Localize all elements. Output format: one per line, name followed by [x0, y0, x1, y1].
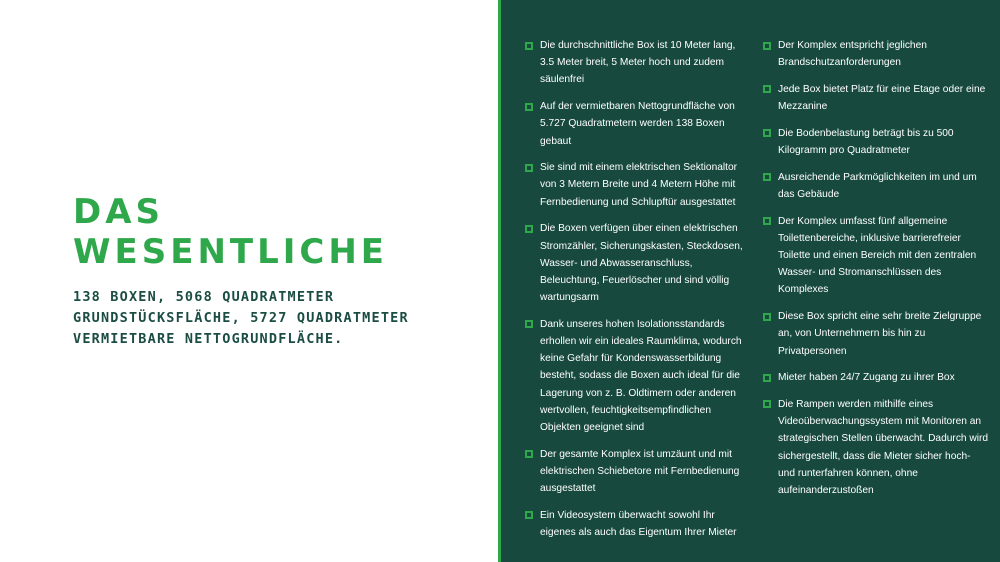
- feature-item-text: Mieter haben 24/7 Zugang zu ihrer Box: [778, 372, 955, 384]
- feature-item-text: Der gesamte Komplex ist umzäunt und mit elektrischen Schiebetore mit Fernbedienung ausgestattet: [540, 448, 740, 495]
- square-bullet-icon: [763, 42, 771, 50]
- feature-item: [763, 369, 989, 386]
- feature-item: [763, 213, 989, 299]
- page-title-line-1: DAS: [73, 192, 165, 232]
- feature-item-text: Sie sind mit einem elektrischen Sektionaltor von 3 Metern Breite und 4 Metern Höhe mit Fernbedienung und Schlupftür ausgestattet: [540, 162, 738, 208]
- feature-item: [525, 98, 751, 150]
- feature-item: [763, 308, 989, 360]
- page-subtitle: 138 BOXEN, 5068 QUADRATMETER GRUNDSTÜCKSFLÄCHE, 5727 QUADRATMETER VERMIETBARE NETTOGRUNDFLÄCHE.: [73, 289, 409, 347]
- feature-item-text: Der Komplex entspricht jeglichen Brandschutzanforderungen: [778, 40, 927, 69]
- feature-item-text: Auf der vermietbaren Nettogrundfläche von 5.727 Quadratmetern werden 138 Boxen gebaut: [540, 101, 735, 147]
- square-bullet-icon: [763, 129, 771, 137]
- square-bullet-icon: [763, 217, 771, 225]
- square-bullet-icon: [525, 320, 533, 328]
- square-bullet-icon: [763, 313, 771, 321]
- square-bullet-icon: [525, 103, 533, 111]
- left-panel: [0, 0, 498, 562]
- feature-item-text: Die durchschnittliche Box ist 10 Meter lang, 3.5 Meter breit, 5 Meter hoch und zudem säulenfrei: [540, 40, 736, 86]
- feature-item-text: Die Boxen verfügen über einen elektrischen Stromzähler, Sicherungskasten, Steckdosen, Wasser- und Abwasseranschluss, Beleuchtung, Feuerlöscher und sind völlig wartungsarm: [540, 223, 743, 304]
- feature-item: [763, 81, 989, 115]
- square-bullet-icon: [525, 164, 533, 172]
- square-bullet-icon: [525, 225, 533, 233]
- square-bullet-icon: [763, 374, 771, 382]
- feature-item: [525, 37, 751, 89]
- square-bullet-icon: [763, 85, 771, 93]
- square-bullet-icon: [525, 450, 533, 458]
- page-title: [73, 192, 388, 272]
- feature-item: [763, 125, 989, 159]
- feature-item: [525, 446, 751, 498]
- features-panel: [501, 0, 1000, 562]
- feature-item: [525, 220, 751, 306]
- feature-item-text: Die Bodenbelastung beträgt bis zu 500 Kilogramm pro Quadratmeter: [778, 127, 954, 157]
- square-bullet-icon: [525, 511, 533, 519]
- feature-item: [525, 316, 751, 436]
- feature-item: [525, 507, 751, 541]
- feature-item-text: Diese Box spricht eine sehr breite Zielgruppe an, von Unternehmern bis hin zu Privatpersonen: [778, 311, 982, 357]
- feature-item: [763, 37, 989, 71]
- square-bullet-icon: [525, 42, 533, 50]
- feature-item-text: Ein Videosystem überwacht sowohl Ihr eigenes als auch das Eigentum Ihrer Mieter: [540, 509, 737, 539]
- feature-item-text: Jede Box bietet Platz für eine Etage oder eine Mezzanine: [778, 83, 986, 113]
- feature-item-text: Dank unseres hohen Isolationsstandards erhollen wir ein ideales Raumklima, wodurch keine Gefahr für Kondenswasserbildung besteht, sodass die Boxen auch ideal für die Lagerung von z. B. Oldtimern oder anderen wertvollen, feuchtigkeitsempfindlichen Objekten geeignet sind: [540, 318, 742, 434]
- square-bullet-icon: [763, 400, 771, 408]
- feature-item: [525, 159, 751, 211]
- feature-list-left: [525, 37, 751, 551]
- feature-item-text: Ausreichende Parkmöglichkeiten im und um das Gebäude: [778, 171, 977, 200]
- feature-item: [763, 396, 989, 499]
- feature-list-right: [763, 37, 989, 509]
- feature-item-text: Die Rampen werden mithilfe eines Videoüberwachungssystem mit Monitoren an strategischen Stellen überwacht. Dadurch wird sichergestellt, dass die Mieter sicher hoch- und runterfahren können, ohne aufeinanderzustoßen: [778, 398, 989, 496]
- feature-item-text: Der Komplex umfasst fünf allgemeine Toilettenbereiche, inklusive barrierefreier Toilette und einen Bereich mit den zentralen Wasser- und Stromanschlüssen des Komplexes: [778, 215, 977, 296]
- page-title-line-2: WESENTLICHE: [73, 232, 389, 272]
- feature-item: [763, 169, 989, 203]
- square-bullet-icon: [763, 173, 771, 181]
